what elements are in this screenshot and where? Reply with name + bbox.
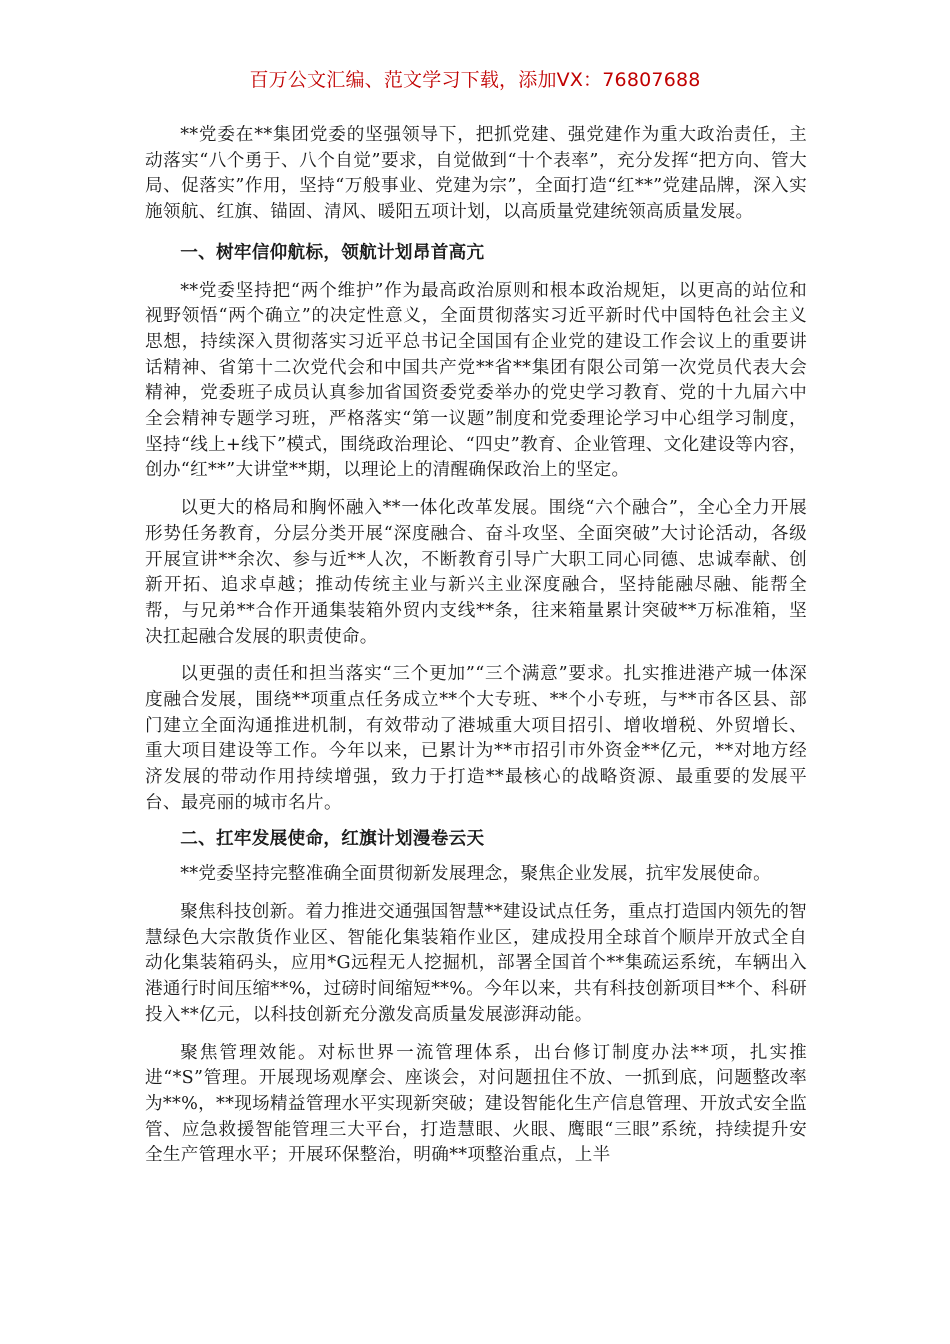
section-2-paragraph-3: 聚焦管理效能。对标世界一流管理体系，出台修订制度办法**项，扎实推进“*S”管理。开展现场观摩会、座谈会，对问题扭住不放、一抓到底，问题整改率为**%，**现场精益管理水平实现新突破；建设智能化生产信息管理、开放式安全监管、应急救援智能管理三大平台，打造慧眼、火眼、鹰眼“三眼”系统，持续提升安全生产管理水平；开展环保整治，明确**项整治重点，上半: [145, 1042, 807, 1166]
section-1-paragraph-2: 以更大的格局和胸怀融入**一体化改革发展。围绕“六个融合”，全心全力开展形势任务教育，分层分类开展“深度融合、奋斗攻坚、全面突破”大讨论活动，各级开展宣讲**余次、参与近**人次，不断教育引导广大职工同心同德、忠诚奉献、创新开拓、追求卓越；推动传统主业与新兴主业深度融合，坚持能融尽融、能帮全帮，与兄弟**合作开通集装箱外贸内支线**条，往来箱量累计突破**万标准箱，坚决扛起融合发展的职责使命。: [145, 498, 807, 647]
section-2-paragraph-2: 聚焦科技创新。着力推进交通强国智慧**建设试点任务，重点打造国内领先的智慧绿色大宗散货作业区、智能化集装箱作业区，建成投用全球首个顺岸开放式全自动化集装箱码头，应用*G远程无人挖掘机，部署全国首个**集疏运系统，车辆出入港通行时间压缩**%，过磅时间缩短**%。今年以来，共有科技创新项目**个、科研投入**亿元，以科技创新充分激发高质量发展澎湃动能。: [145, 901, 807, 1025]
promo-banner: 百万公文汇编、范文学习下载，添加VX：76807688: [249, 69, 701, 91]
document-body: [145, 123, 807, 1169]
section-2-paragraph-1: **党委坚持完整准确全面贯彻新发展理念，聚焦企业发展，抗牢发展使命。: [180, 864, 771, 885]
section-1-paragraph-1: **党委坚持把“两个维护”作为最高政治原则和根本政治规矩，以更高的站位和视野领悟“两个确立”的决定性意义，全面贯彻落实习近平新时代中国特色社会主义思想，持续深入贯彻落实习近平总书记全国国有企业党的建设工作会议上的重要讲话精神、省第十二次党代会和中国共产党**省**集团有限公司第一次党员代表大会精神，党委班子成员认真参加省国资委党委举办的党史学习教育、党的十九届六中全会精神专题学习班，严格落实“第一议题”制度和党委理论学习中心组学习制度，坚持“线上+线下”模式，围绕政治理论、“四史”教育、企业管理、文化建设等内容，创办“红**”大讲堂**期，以理论上的清醒确保政治上的坚定。: [145, 280, 807, 481]
section-1-heading: 一、树牢信仰航标，领航计划昂首高亢: [180, 242, 485, 263]
section-1-paragraph-3: 以更强的责任和担当落实“三个更加”“三个满意”要求。扎实推进港产城一体深度融合发展，围绕**项重点任务成立**个大专班、**个小专班，与**市各区县、部门建立全面沟通推进机制，有效带动了港城重大项目招引、增收增税、外贸增长、重大项目建设等工作。今年以来，已累计为**市招引市外资金**亿元，**对地方经济发展的带动作用持续增强，致力于打造**最核心的战略资源、最重要的发展平台、最亮丽的城市名片。: [145, 664, 807, 813]
section-2-heading: 二、扛牢发展使命，红旗计划漫卷云天: [180, 828, 485, 849]
intro-paragraph: **党委在**集团党委的坚强领导下，把抓党建、强党建作为重大政治责任，主动落实“八个勇于、八个自觉”要求，自觉做到“十个表率”，充分发挥“把方向、管大局、促落实”作用，坚持“万般事业、党建为宗”，全面打造“红**”党建品牌，深入实施领航、红旗、锚固、清风、暖阳五项计划，以高质量党建统领高质量发展。: [145, 125, 807, 223]
